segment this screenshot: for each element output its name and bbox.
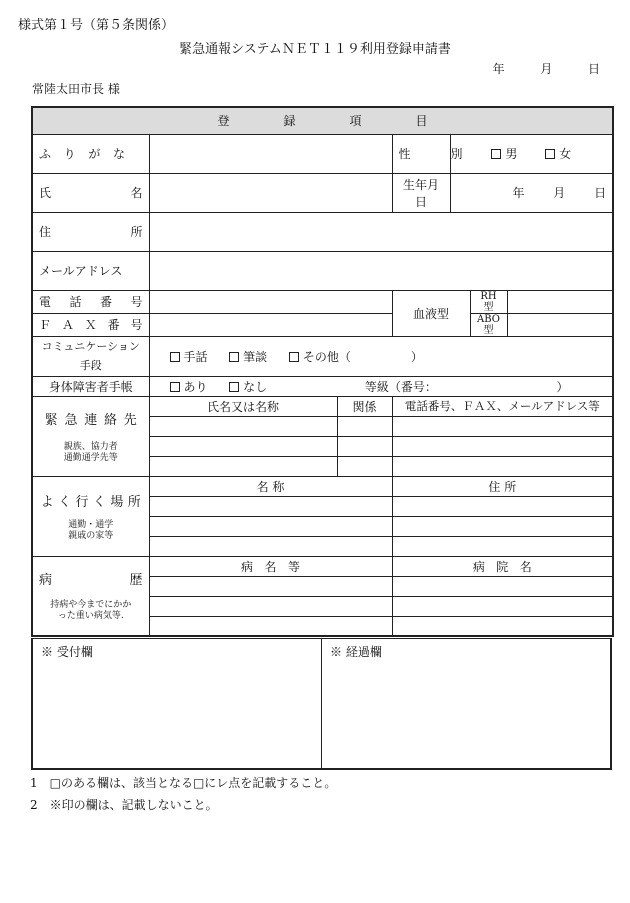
history-sub-line2: った重い病気等. bbox=[57, 611, 124, 622]
gender-label bbox=[392, 134, 463, 173]
label-char: く bbox=[92, 494, 106, 510]
label-char: ふ bbox=[39, 147, 52, 161]
header-char: 住 bbox=[488, 479, 501, 494]
application-date bbox=[493, 60, 600, 77]
fax-label bbox=[32, 313, 149, 336]
header-char: 称 bbox=[272, 479, 285, 494]
checkbox-disability-no[interactable] bbox=[229, 382, 239, 392]
header-char: 院 bbox=[496, 559, 509, 574]
label-char: 電 bbox=[39, 295, 52, 309]
label-char: り bbox=[63, 147, 76, 161]
section-header-char: 項 bbox=[349, 114, 362, 129]
label-char: 別 bbox=[450, 147, 463, 161]
header-char: 等 bbox=[287, 559, 300, 574]
label-char: 歴 bbox=[129, 573, 143, 589]
progress-label: ※ 経過欄 bbox=[330, 645, 382, 659]
address-label bbox=[32, 212, 149, 251]
office-use-section bbox=[31, 638, 612, 770]
communication-label-line1: コミュニケーション bbox=[41, 340, 140, 353]
section-header bbox=[32, 107, 613, 134]
label-char: Ｘ bbox=[84, 318, 97, 332]
places-col-name bbox=[149, 476, 392, 496]
hospital-cell[interactable] bbox=[392, 576, 613, 596]
history-sub-line1: 持病や今までにかか bbox=[50, 600, 132, 611]
emergency-col-name: 氏名又は名称 bbox=[149, 396, 337, 416]
history-col-hospital bbox=[392, 556, 613, 576]
note-1: 1 □のある欄は、該当となる□にレ点を記載すること。 bbox=[30, 776, 337, 790]
label-char: 急 bbox=[64, 412, 78, 428]
hospital-cell[interactable] bbox=[392, 596, 613, 616]
label-char: な bbox=[112, 147, 125, 161]
place-name-cell[interactable] bbox=[149, 496, 392, 516]
label-char: 行 bbox=[75, 494, 89, 510]
birth-month-label: 月 bbox=[553, 186, 566, 200]
label-char: 絡 bbox=[103, 412, 117, 428]
emergency-relation-cell[interactable] bbox=[337, 436, 392, 456]
email-field[interactable] bbox=[149, 251, 613, 290]
label-char: 号 bbox=[130, 295, 143, 309]
header-char: 病 bbox=[472, 559, 485, 574]
addressee: 常陸太田市長 様 bbox=[32, 82, 120, 96]
reception-box bbox=[33, 639, 321, 768]
abo-type-label: ABO 型 bbox=[470, 313, 507, 336]
label-char: 番 bbox=[99, 295, 112, 309]
disease-cell[interactable] bbox=[149, 596, 392, 616]
furigana-label bbox=[32, 134, 149, 173]
emergency-contact-cell[interactable] bbox=[392, 416, 613, 436]
fax-field[interactable] bbox=[149, 313, 392, 336]
date-month-label: 月 bbox=[540, 62, 553, 76]
communication-options bbox=[149, 336, 613, 376]
disability-grade-label: 等級（番号： bbox=[364, 379, 437, 394]
disability-grade-close: ） bbox=[556, 379, 569, 394]
label-char: 所 bbox=[127, 494, 141, 510]
communication-label bbox=[32, 336, 149, 376]
disability-options bbox=[149, 376, 613, 396]
medical-history-label bbox=[32, 556, 149, 636]
emergency-contact-cell[interactable] bbox=[392, 436, 613, 456]
checkbox-sign-language[interactable] bbox=[170, 352, 180, 362]
emergency-sub-line2: 通勤通学先等 bbox=[63, 452, 118, 463]
label-char: Ａ bbox=[61, 318, 74, 332]
form-title: 緊急通報システムＮＥＴ１１９利用登録申請書 bbox=[179, 42, 451, 57]
form-number: 様式第１号（第５条関係） bbox=[18, 18, 175, 33]
emergency-relation-cell[interactable] bbox=[337, 456, 392, 476]
checkbox-male[interactable] bbox=[491, 149, 501, 159]
label-char: 氏 bbox=[39, 186, 52, 200]
checkbox-female[interactable] bbox=[545, 149, 555, 159]
place-address-cell[interactable] bbox=[392, 516, 613, 536]
disability-label: 身体障害者手帳 bbox=[32, 376, 149, 396]
birth-day-label: 日 bbox=[594, 186, 607, 200]
reception-label: ※ 受付欄 bbox=[41, 645, 93, 659]
disability-yes-label: あり bbox=[183, 379, 208, 394]
places-sub-line1: 通勤・通学 bbox=[68, 519, 114, 530]
checkbox-writing[interactable] bbox=[229, 352, 239, 362]
furigana-field[interactable] bbox=[149, 134, 392, 173]
rh-type-field[interactable] bbox=[507, 290, 613, 313]
birthdate-label: 生年月日 bbox=[392, 173, 450, 212]
emergency-name-cell[interactable] bbox=[149, 436, 337, 456]
places-sub-line2: 親戚の家等 bbox=[68, 530, 114, 541]
address-field[interactable] bbox=[149, 212, 613, 251]
emergency-name-cell[interactable] bbox=[149, 456, 337, 476]
note-2: 2 ※印の欄は、記載しないこと。 bbox=[30, 798, 218, 812]
label-char: よ bbox=[40, 494, 54, 510]
place-name-cell[interactable] bbox=[149, 516, 392, 536]
history-col-disease bbox=[149, 556, 392, 576]
label-char: 所 bbox=[130, 225, 143, 239]
progress-box bbox=[321, 639, 610, 768]
emergency-relation-cell[interactable] bbox=[337, 416, 392, 436]
label-char: 番 bbox=[107, 318, 120, 332]
label-char: 性 bbox=[398, 147, 411, 161]
name-field[interactable] bbox=[149, 173, 392, 212]
section-header-char: 登 bbox=[217, 114, 230, 129]
comm-writing-label: 筆談 bbox=[243, 349, 268, 364]
date-day-label: 日 bbox=[587, 62, 600, 76]
header-char: 病 bbox=[241, 559, 254, 574]
label-char: 住 bbox=[39, 225, 52, 239]
birth-year-label: 年 bbox=[512, 186, 525, 200]
disease-cell[interactable] bbox=[149, 616, 392, 636]
label-char: 連 bbox=[84, 412, 98, 428]
hospital-cell[interactable] bbox=[392, 616, 613, 636]
email-label: メールアドレス bbox=[32, 251, 149, 290]
comm-other-label: その他（ ） bbox=[302, 349, 423, 364]
emergency-name-cell[interactable] bbox=[149, 416, 337, 436]
phone-label bbox=[32, 290, 149, 313]
checkbox-other[interactable] bbox=[289, 352, 299, 362]
emergency-sub-line1: 親族、協力者 bbox=[63, 441, 118, 452]
section-header-char: 目 bbox=[415, 114, 428, 129]
label-char: 緊 bbox=[44, 412, 58, 428]
section-header-char: 録 bbox=[283, 114, 296, 129]
disability-no-label: なし bbox=[243, 379, 268, 394]
place-name-cell[interactable] bbox=[149, 536, 392, 556]
emergency-col-relation: 関係 bbox=[337, 396, 392, 416]
blood-type-label: 血液型 bbox=[392, 290, 470, 336]
gender-female-label: 女 bbox=[559, 147, 572, 161]
comm-sign-label: 手話 bbox=[183, 349, 208, 364]
header-char: 名 bbox=[519, 559, 532, 574]
label-char: Ｆ bbox=[39, 318, 52, 332]
emergency-col-contact: 電話番号、ＦＡＸ、メールアドレス等 bbox=[392, 396, 613, 416]
phone-field[interactable] bbox=[149, 290, 392, 313]
place-address-cell[interactable] bbox=[392, 536, 613, 556]
disease-cell[interactable] bbox=[149, 576, 392, 596]
registration-table bbox=[31, 106, 614, 637]
emergency-contact-cell[interactable] bbox=[392, 456, 613, 476]
emergency-contact-label bbox=[32, 396, 149, 476]
label-char: 号 bbox=[130, 318, 143, 332]
label-char: が bbox=[88, 147, 101, 161]
places-col-address bbox=[392, 476, 613, 496]
date-year-label: 年 bbox=[492, 62, 505, 76]
communication-label-line2: 手段 bbox=[79, 359, 102, 372]
checkbox-disability-yes[interactable] bbox=[170, 382, 180, 392]
name-label bbox=[32, 173, 149, 212]
rh-type-label: RH 型 bbox=[470, 290, 507, 313]
frequent-places-label bbox=[32, 476, 149, 556]
label-char: く bbox=[58, 494, 72, 510]
label-char: 名 bbox=[130, 186, 143, 200]
birthdate-field[interactable] bbox=[450, 173, 613, 212]
abo-type-field[interactable] bbox=[507, 313, 613, 336]
label-char: 先 bbox=[123, 412, 137, 428]
label-char: 場 bbox=[110, 494, 124, 510]
place-address-cell[interactable] bbox=[392, 496, 613, 516]
header-char: 名 bbox=[264, 559, 277, 574]
label-char: 病 bbox=[39, 573, 53, 589]
header-char: 名 bbox=[256, 479, 269, 494]
label-char: 話 bbox=[69, 295, 82, 309]
gender-male-label: 男 bbox=[505, 147, 518, 161]
header-char: 所 bbox=[504, 479, 517, 494]
gender-options bbox=[450, 134, 613, 173]
